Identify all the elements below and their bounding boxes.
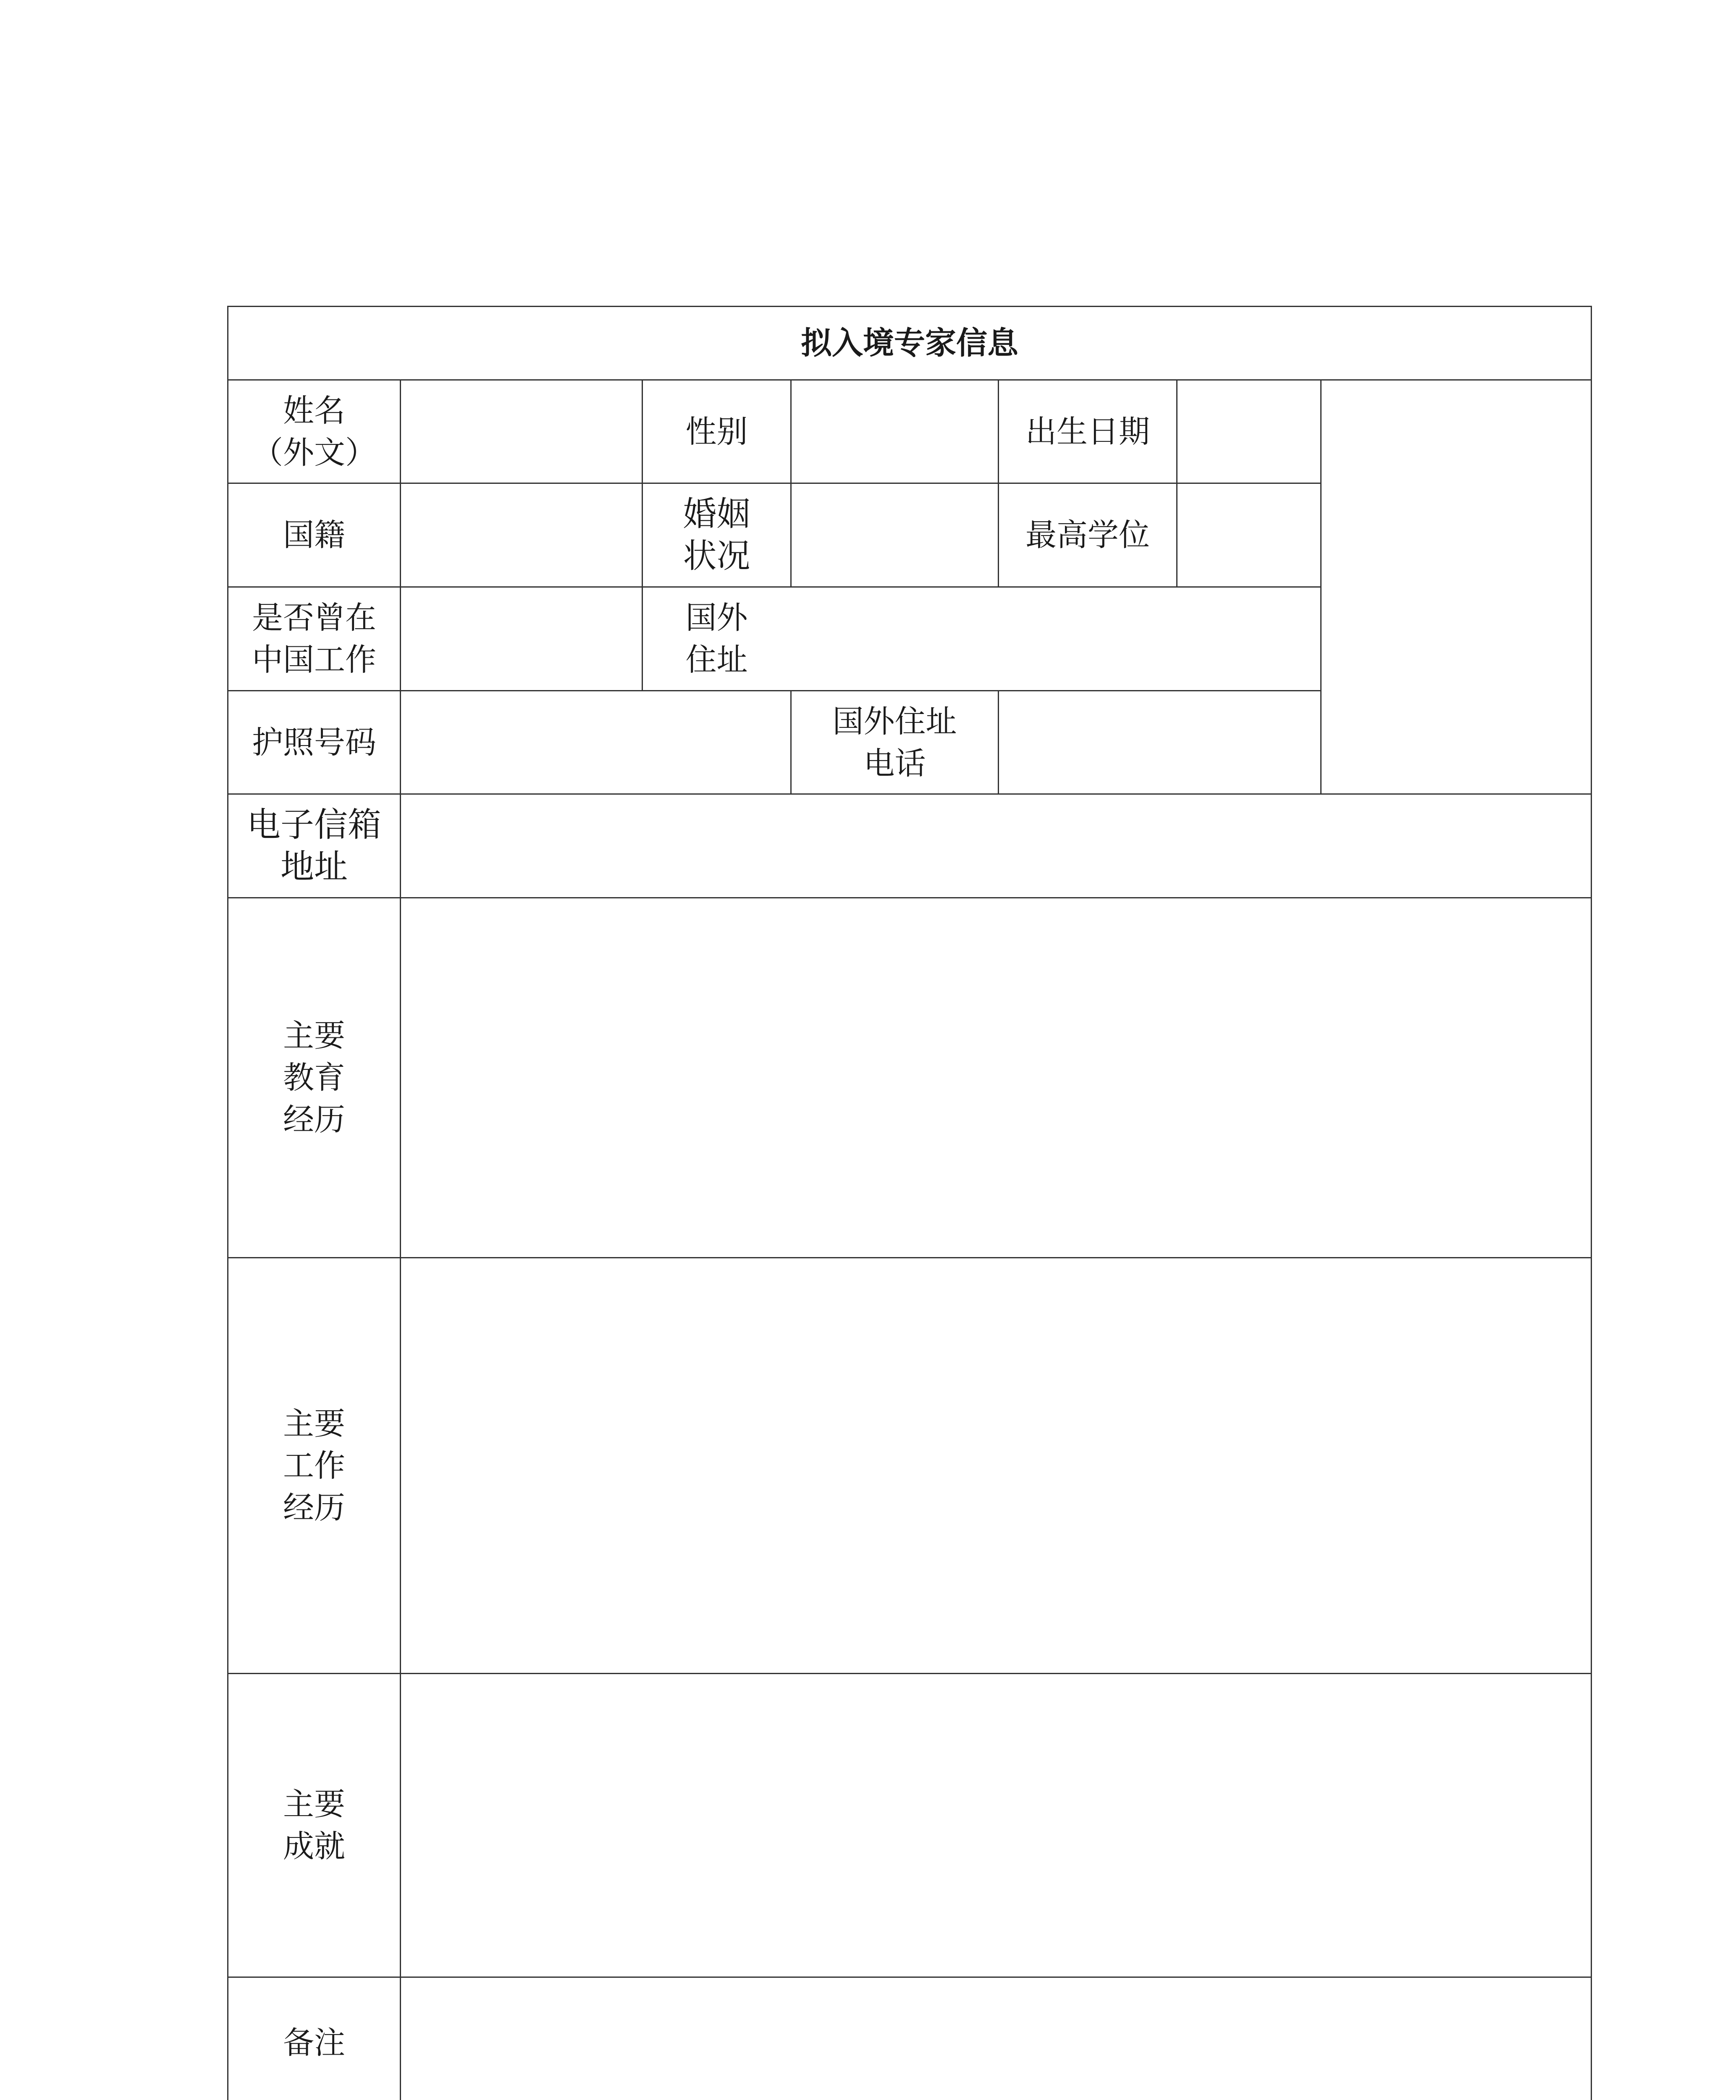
input-work-experience[interactable] (401, 1258, 1591, 1673)
label-foreign-address-line2: 住址 (685, 642, 748, 678)
label-gender: 性别 (685, 413, 748, 450)
input-foreign-phone[interactable] (999, 691, 1320, 793)
input-nationality[interactable] (401, 484, 642, 586)
label-marital-line2: 状况 (683, 536, 750, 575)
label-worked-line2: 中国工作 (252, 642, 376, 678)
photo-area[interactable] (1322, 381, 1591, 793)
label-work-line3: 经历 (283, 1489, 345, 1526)
input-marital-status[interactable] (792, 484, 998, 586)
label-education-line3: 经历 (283, 1102, 345, 1138)
label-email-line1: 电子信箱 (247, 805, 381, 844)
label-birth-date: 出生日期 (1025, 413, 1150, 450)
label-highest-degree: 最高学位 (1025, 517, 1150, 553)
label-worked-line1: 是否曾在 (252, 600, 376, 636)
label-foreign-address (643, 588, 790, 690)
form-title: 拟入境专家信息 (801, 325, 1018, 361)
input-achievements[interactable] (401, 1674, 1591, 1977)
label-foreign-phone-line1: 国外住址 (832, 703, 957, 740)
label-email (228, 795, 400, 897)
label-remarks: 备注 (283, 2025, 345, 2061)
label-foreign-phone-line2: 电话 (863, 745, 926, 782)
label-achievements-line1: 主要 (283, 1786, 345, 1822)
input-gender[interactable] (792, 381, 998, 483)
input-email[interactable] (401, 795, 1591, 897)
label-passport: 护照号码 (252, 724, 376, 761)
label-email-line2: 地址 (281, 847, 348, 886)
label-education-line1: 主要 (283, 1018, 345, 1054)
label-name-line2: （外文） (252, 434, 376, 471)
label-nationality: 国籍 (283, 517, 345, 553)
label-work-line1: 主要 (283, 1405, 345, 1442)
label-achievements (228, 1674, 400, 1977)
label-work-experience (228, 1258, 400, 1673)
input-foreign-address[interactable] (792, 588, 1320, 690)
label-name (228, 381, 400, 483)
label-foreign-address-line1: 国外 (685, 600, 748, 636)
input-birth-date[interactable] (1177, 381, 1320, 483)
label-foreign-phone (792, 691, 998, 793)
label-work-line2: 工作 (283, 1447, 345, 1484)
expert-info-form (227, 306, 1592, 2100)
label-marital-status (643, 484, 790, 586)
label-achievements-line2: 成就 (283, 1828, 345, 1864)
input-highest-degree[interactable] (1177, 484, 1320, 586)
input-education[interactable] (401, 898, 1591, 1257)
input-worked-in-china[interactable] (401, 588, 642, 690)
input-passport[interactable] (401, 691, 790, 793)
input-remarks[interactable] (401, 1978, 1591, 2100)
label-marital-line1: 婚姻 (683, 494, 750, 533)
label-name-line1: 姓名 (283, 392, 345, 429)
label-education-line2: 教育 (283, 1060, 345, 1096)
label-education (228, 898, 400, 1257)
input-name[interactable] (401, 381, 642, 483)
label-worked-in-china (228, 588, 400, 690)
